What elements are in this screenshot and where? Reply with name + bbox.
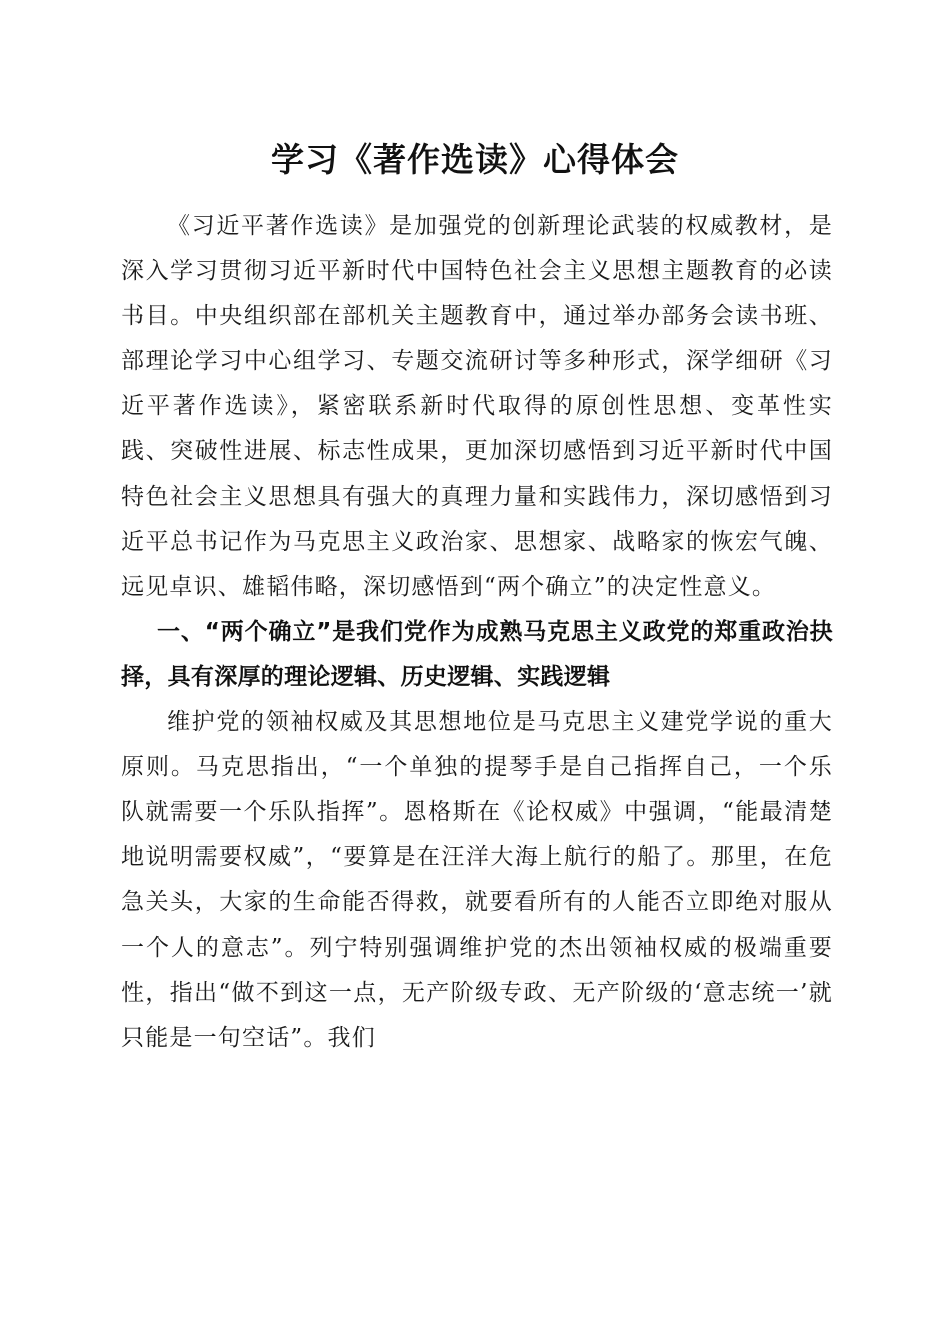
document-body	[121, 204, 833, 1061]
section-paragraph: 维护党的领袖权威及其思想地位是马克思主义建党学说的重大原则。马克思指出，“一个单独的提琴手是自己指挥自己，一个乐队就需要一个乐队指挥”。恩格斯在《论权威》中强调，“能最清楚地说明需要权威”，“要算是在汪洋大海上航行的船了。那里，在危急关头，大家的生命能否得救，就要看所有的人能否立即绝对服从一个人的意志”。列宁特别强调维护党的杰出领袖权威的极端重要性，指出“做不到这一点，无产阶级专政、无产阶级的‘意志统一’就只能是一句空话”。我们	[121, 709, 833, 1051]
document-title: 学习《著作选读》心得体会	[271, 140, 679, 179]
intro-paragraph: 《习近平著作选读》是加强党的创新理论武装的权威教材，是深入学习贯彻习近平新时代中国特色社会主义思想主题教育的必读书目。中央组织部在部机关主题教育中，通过举办部务会读书班、部理论学习中心组学习、专题交流研讨等多种形式，深学细研《习近平著作选读》，紧密联系新时代取得的原创性思想、变革性实践、突破性进展、标志性成果，更加深切感悟到习近平新时代中国特色社会主义思想具有强大的真理力量和实践伟力，深切感悟到习近平总书记作为马克思主义政治家、思想家、战略家的恢宏气魄、远见卓识、雄韬伟略，深切感悟到“两个确立”的决定性意义。	[121, 213, 833, 600]
section-heading: 一、“两个确立”是我们党作为成熟马克思主义政党的郑重政治抉择，具有深厚的理论逻辑、历史逻辑、实践逻辑	[121, 618, 833, 690]
